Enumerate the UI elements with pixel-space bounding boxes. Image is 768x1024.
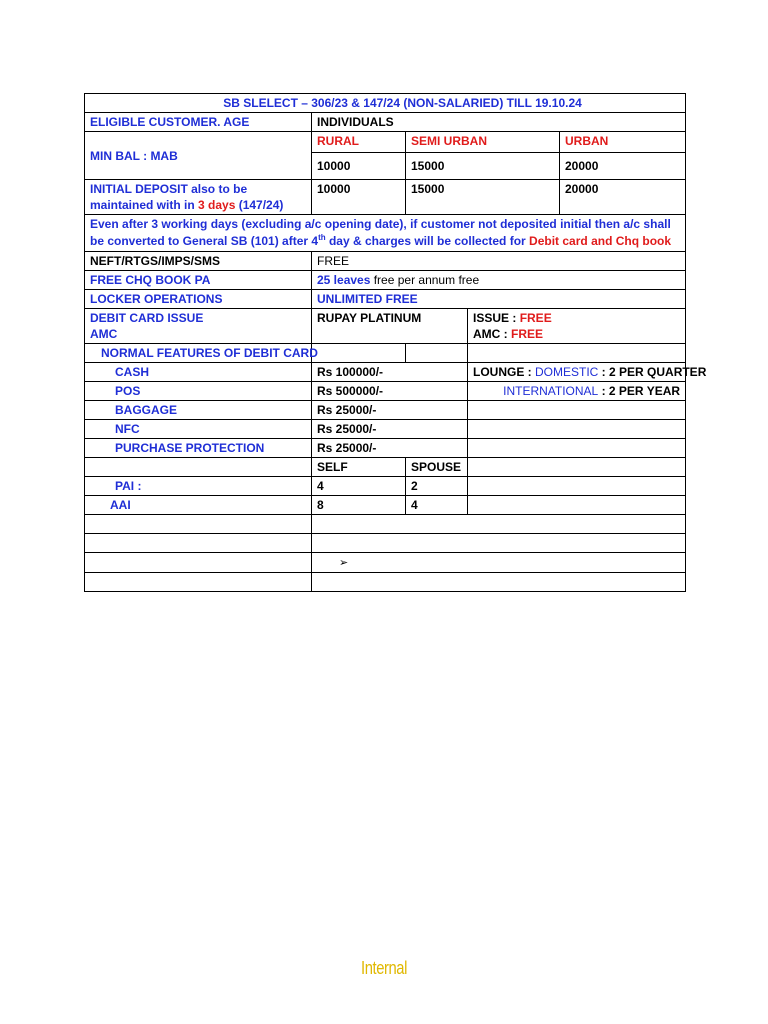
neft-label: NEFT/RTGS/IMPS/SMS (85, 252, 312, 271)
feature-row-baggage (85, 401, 686, 420)
chq-book-row (85, 271, 686, 290)
lounge-international-value: : 2 PER YEAR (598, 384, 681, 398)
empty-cell (312, 573, 686, 592)
bullet-row (85, 553, 686, 573)
sb-select-table (84, 93, 707, 592)
chq-book-leaves: 25 leaves (317, 273, 371, 287)
feature-value-baggage: Rs 25000/- (312, 401, 468, 420)
feature-empty-purchase-protection (468, 439, 686, 458)
lounge-international-label: INTERNATIONAL (503, 384, 599, 398)
conversion-note (85, 215, 686, 252)
initial-deposit-rural: 10000 (312, 180, 406, 215)
note-text-mid: day & charges will be collected for (325, 234, 530, 248)
feature-value-pos: Rs 500000/- (312, 382, 468, 401)
title-row (85, 94, 686, 113)
features-heading-empty-2 (406, 344, 468, 363)
insurance-row-pai (85, 477, 686, 496)
feature-value-nfc: Rs 25000/- (312, 420, 468, 439)
feature-row-pos (85, 382, 686, 401)
note-row (85, 215, 686, 252)
locker-label: LOCKER OPERATIONS (85, 290, 312, 309)
empty-cell (312, 515, 686, 534)
chq-book-rest: free per annum free (370, 273, 480, 287)
initial-deposit-label (85, 180, 312, 215)
debit-card-label (85, 309, 312, 344)
issue-fee-label: ISSUE : (473, 311, 520, 325)
note-text-pre: Even after 3 working days (excluding a/c opening date), if customer not deposited initial then a/c shall be converted to General SB (101) after 4 (90, 217, 671, 248)
issue-fee-value: FREE (519, 311, 552, 325)
insurance-row-aai (85, 496, 686, 515)
eligible-value: INDIVIDUALS (312, 113, 686, 132)
min-bal-value-urban: 20000 (560, 153, 686, 180)
insurance-pai-empty (468, 477, 686, 496)
empty-row-1 (85, 515, 686, 534)
empty-row-3 (85, 573, 686, 592)
debit-card-fees (468, 309, 686, 344)
lounge-international (468, 382, 686, 401)
min-bal-header-row (85, 132, 686, 153)
chq-book-value (312, 271, 686, 290)
initial-deposit-label-pre: INITIAL DEPOSIT also to be maintained with in (90, 182, 248, 212)
min-bal-label: MIN BAL : MAB (85, 132, 312, 180)
classification-footer: Internal (361, 958, 407, 978)
insurance-label-pai: PAI : (85, 477, 312, 496)
empty-cell (312, 534, 686, 553)
debit-card-row (85, 309, 686, 344)
note-superscript: th (318, 233, 326, 242)
features-heading: NORMAL FEATURES OF DEBIT CARD (85, 344, 312, 363)
chq-book-label: FREE CHQ BOOK PA (85, 271, 312, 290)
note-text-red: Debit card and Chq book (529, 234, 672, 248)
debit-card-amc-label: AMC (90, 327, 118, 341)
empty-cell (85, 515, 312, 534)
lounge-domestic-label: DOMESTIC (535, 365, 599, 379)
feature-row-purchase-protection (85, 439, 686, 458)
insurance-header-row (85, 458, 686, 477)
lounge-domestic (468, 363, 707, 382)
empty-cell (85, 534, 312, 553)
locker-row (85, 290, 686, 309)
bullet-cell (312, 553, 686, 573)
debit-card-issue-label: DEBIT CARD ISSUE (90, 311, 204, 325)
debit-card-type: RUPAY PLATINUM (312, 309, 468, 344)
table-title: SB SLELECT – 306/23 & 147/24 (NON-SALARIED) TILL 19.10.24 (85, 94, 686, 113)
neft-value: FREE (312, 252, 686, 271)
feature-empty-baggage (468, 401, 686, 420)
insurance-header-self: SELF (312, 458, 406, 477)
lounge-domestic-value: : 2 PER QUARTER (598, 365, 707, 379)
insurance-header-empty (85, 458, 312, 477)
insurance-label-aai: AAI (85, 496, 312, 515)
min-bal-header-rural: RURAL (312, 132, 406, 153)
feature-value-cash: Rs 100000/- (312, 363, 468, 382)
eligible-row (85, 113, 686, 132)
initial-deposit-days: 3 days (198, 198, 236, 212)
lounge-label: LOUNGE : (473, 365, 535, 379)
feature-row-nfc (85, 420, 686, 439)
min-bal-header-semi-urban: SEMI URBAN (406, 132, 560, 153)
feature-row-cash (85, 363, 686, 382)
neft-row (85, 252, 686, 271)
insurance-pai-spouse: 2 (406, 477, 468, 496)
amc-fee-value: FREE (511, 327, 544, 341)
features-heading-empty-1 (312, 344, 406, 363)
initial-deposit-label-post: (147/24) (235, 198, 284, 212)
empty-row-2 (85, 534, 686, 553)
empty-cell (85, 553, 312, 573)
initial-deposit-row (85, 180, 686, 215)
empty-cell (85, 573, 312, 592)
feature-label-purchase-protection: PURCHASE PROTECTION (85, 439, 312, 458)
insurance-aai-empty (468, 496, 686, 515)
insurance-header-spouse: SPOUSE (406, 458, 468, 477)
feature-label-nfc: NFC (85, 420, 312, 439)
min-bal-value-rural: 10000 (312, 153, 406, 180)
features-heading-row (85, 344, 686, 363)
initial-deposit-urban: 20000 (560, 180, 686, 215)
issue-fee (473, 310, 680, 326)
insurance-aai-self: 8 (312, 496, 406, 515)
amc-fee-label: AMC : (473, 327, 511, 341)
feature-label-cash: CASH (85, 363, 312, 382)
feature-label-baggage: BAGGAGE (85, 401, 312, 420)
eligible-label: ELIGIBLE CUSTOMER. AGE (85, 113, 312, 132)
feature-value-purchase-protection: Rs 25000/- (312, 439, 468, 458)
amc-fee (473, 326, 680, 342)
min-bal-header-urban: URBAN (560, 132, 686, 153)
feature-label-pos: POS (85, 382, 312, 401)
insurance-header-empty-right (468, 458, 686, 477)
insurance-aai-spouse: 4 (406, 496, 468, 515)
features-heading-empty-3 (468, 344, 686, 363)
initial-deposit-semi-urban: 15000 (406, 180, 560, 215)
feature-empty-nfc (468, 420, 686, 439)
min-bal-value-semi-urban: 15000 (406, 153, 560, 180)
arrow-bullet-icon: ➢ (339, 557, 349, 569)
insurance-pai-self: 4 (312, 477, 406, 496)
locker-value: UNLIMITED FREE (312, 290, 686, 309)
